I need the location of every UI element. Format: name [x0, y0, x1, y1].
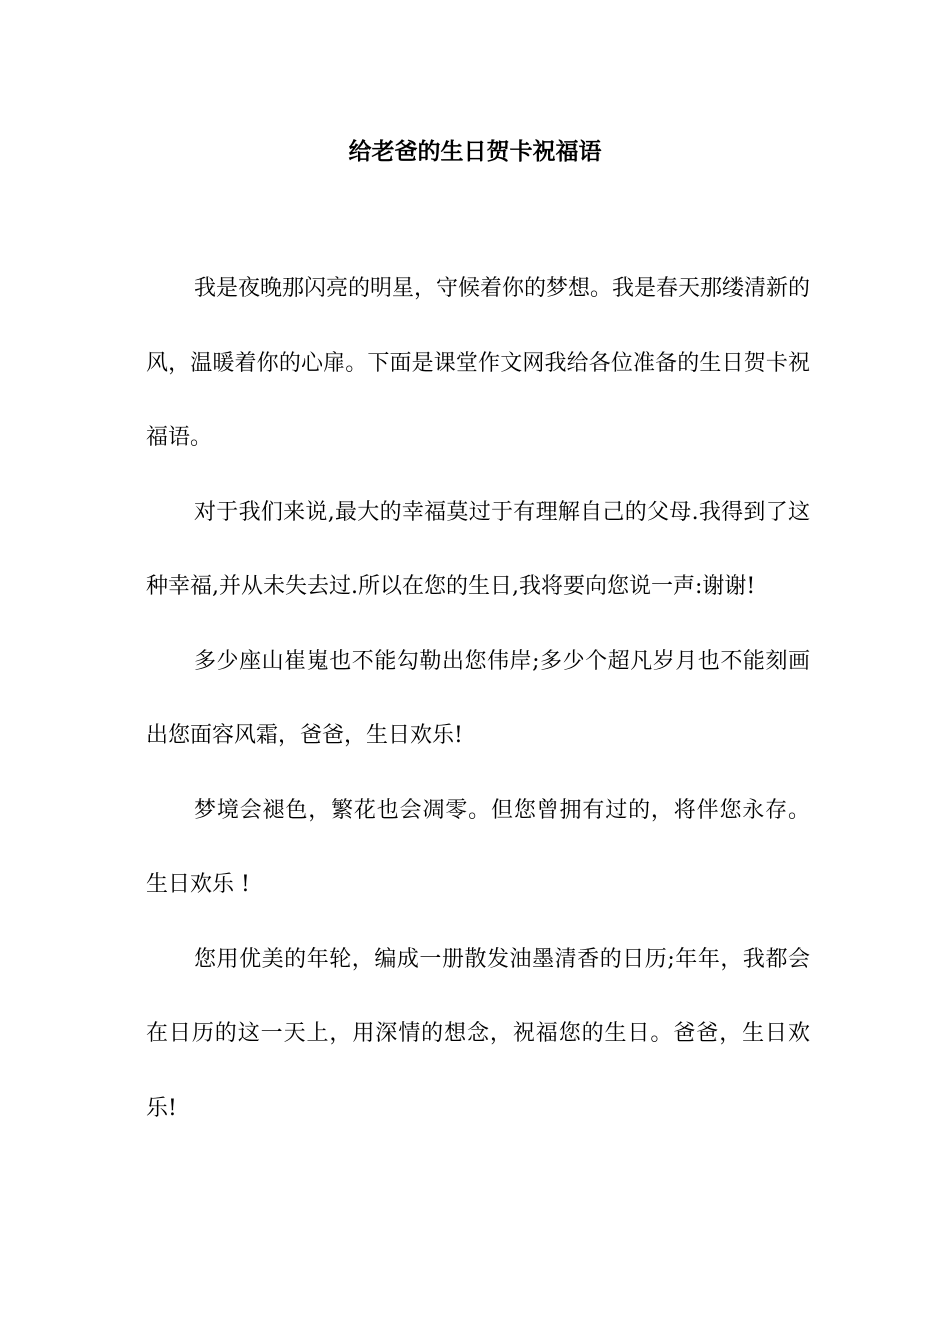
paragraph-3: 多少座山崔嵬也不能勾勒出您伟岸;多少个超凡岁月也不能刻画出您面容风霜，爸爸，生日欢乐!: [146, 648, 810, 748]
paragraph-1: 我是夜晚那闪亮的明星，守候着你的梦想。我是春天那缕清新的风，温暖着你的心扉。下面是课堂作文网我给各位准备的生日贺卡祝福语。: [146, 276, 811, 450]
document-body: [146, 252, 810, 1146]
paragraph-2: 对于我们来说,最大的幸福莫过于有理解自己的父母.我得到了这种幸福,并从未失去过.所以在您的生日,我将要向您说一声:谢谢!: [146, 499, 810, 599]
paragraph-4: 梦境会褪色，繁花也会凋零。但您曾拥有过的，将伴您永存。 生日欢乐 !: [146, 797, 810, 897]
document-title: 给老爸的生日贺卡祝福语: [348, 138, 602, 165]
paragraph-5: 您用优美的年轮，编成一册散发油墨清香的日历;年年，我都会在日历的这一天上，用深情的想念，祝福您的生日。爸爸，生日欢乐!: [146, 946, 810, 1121]
